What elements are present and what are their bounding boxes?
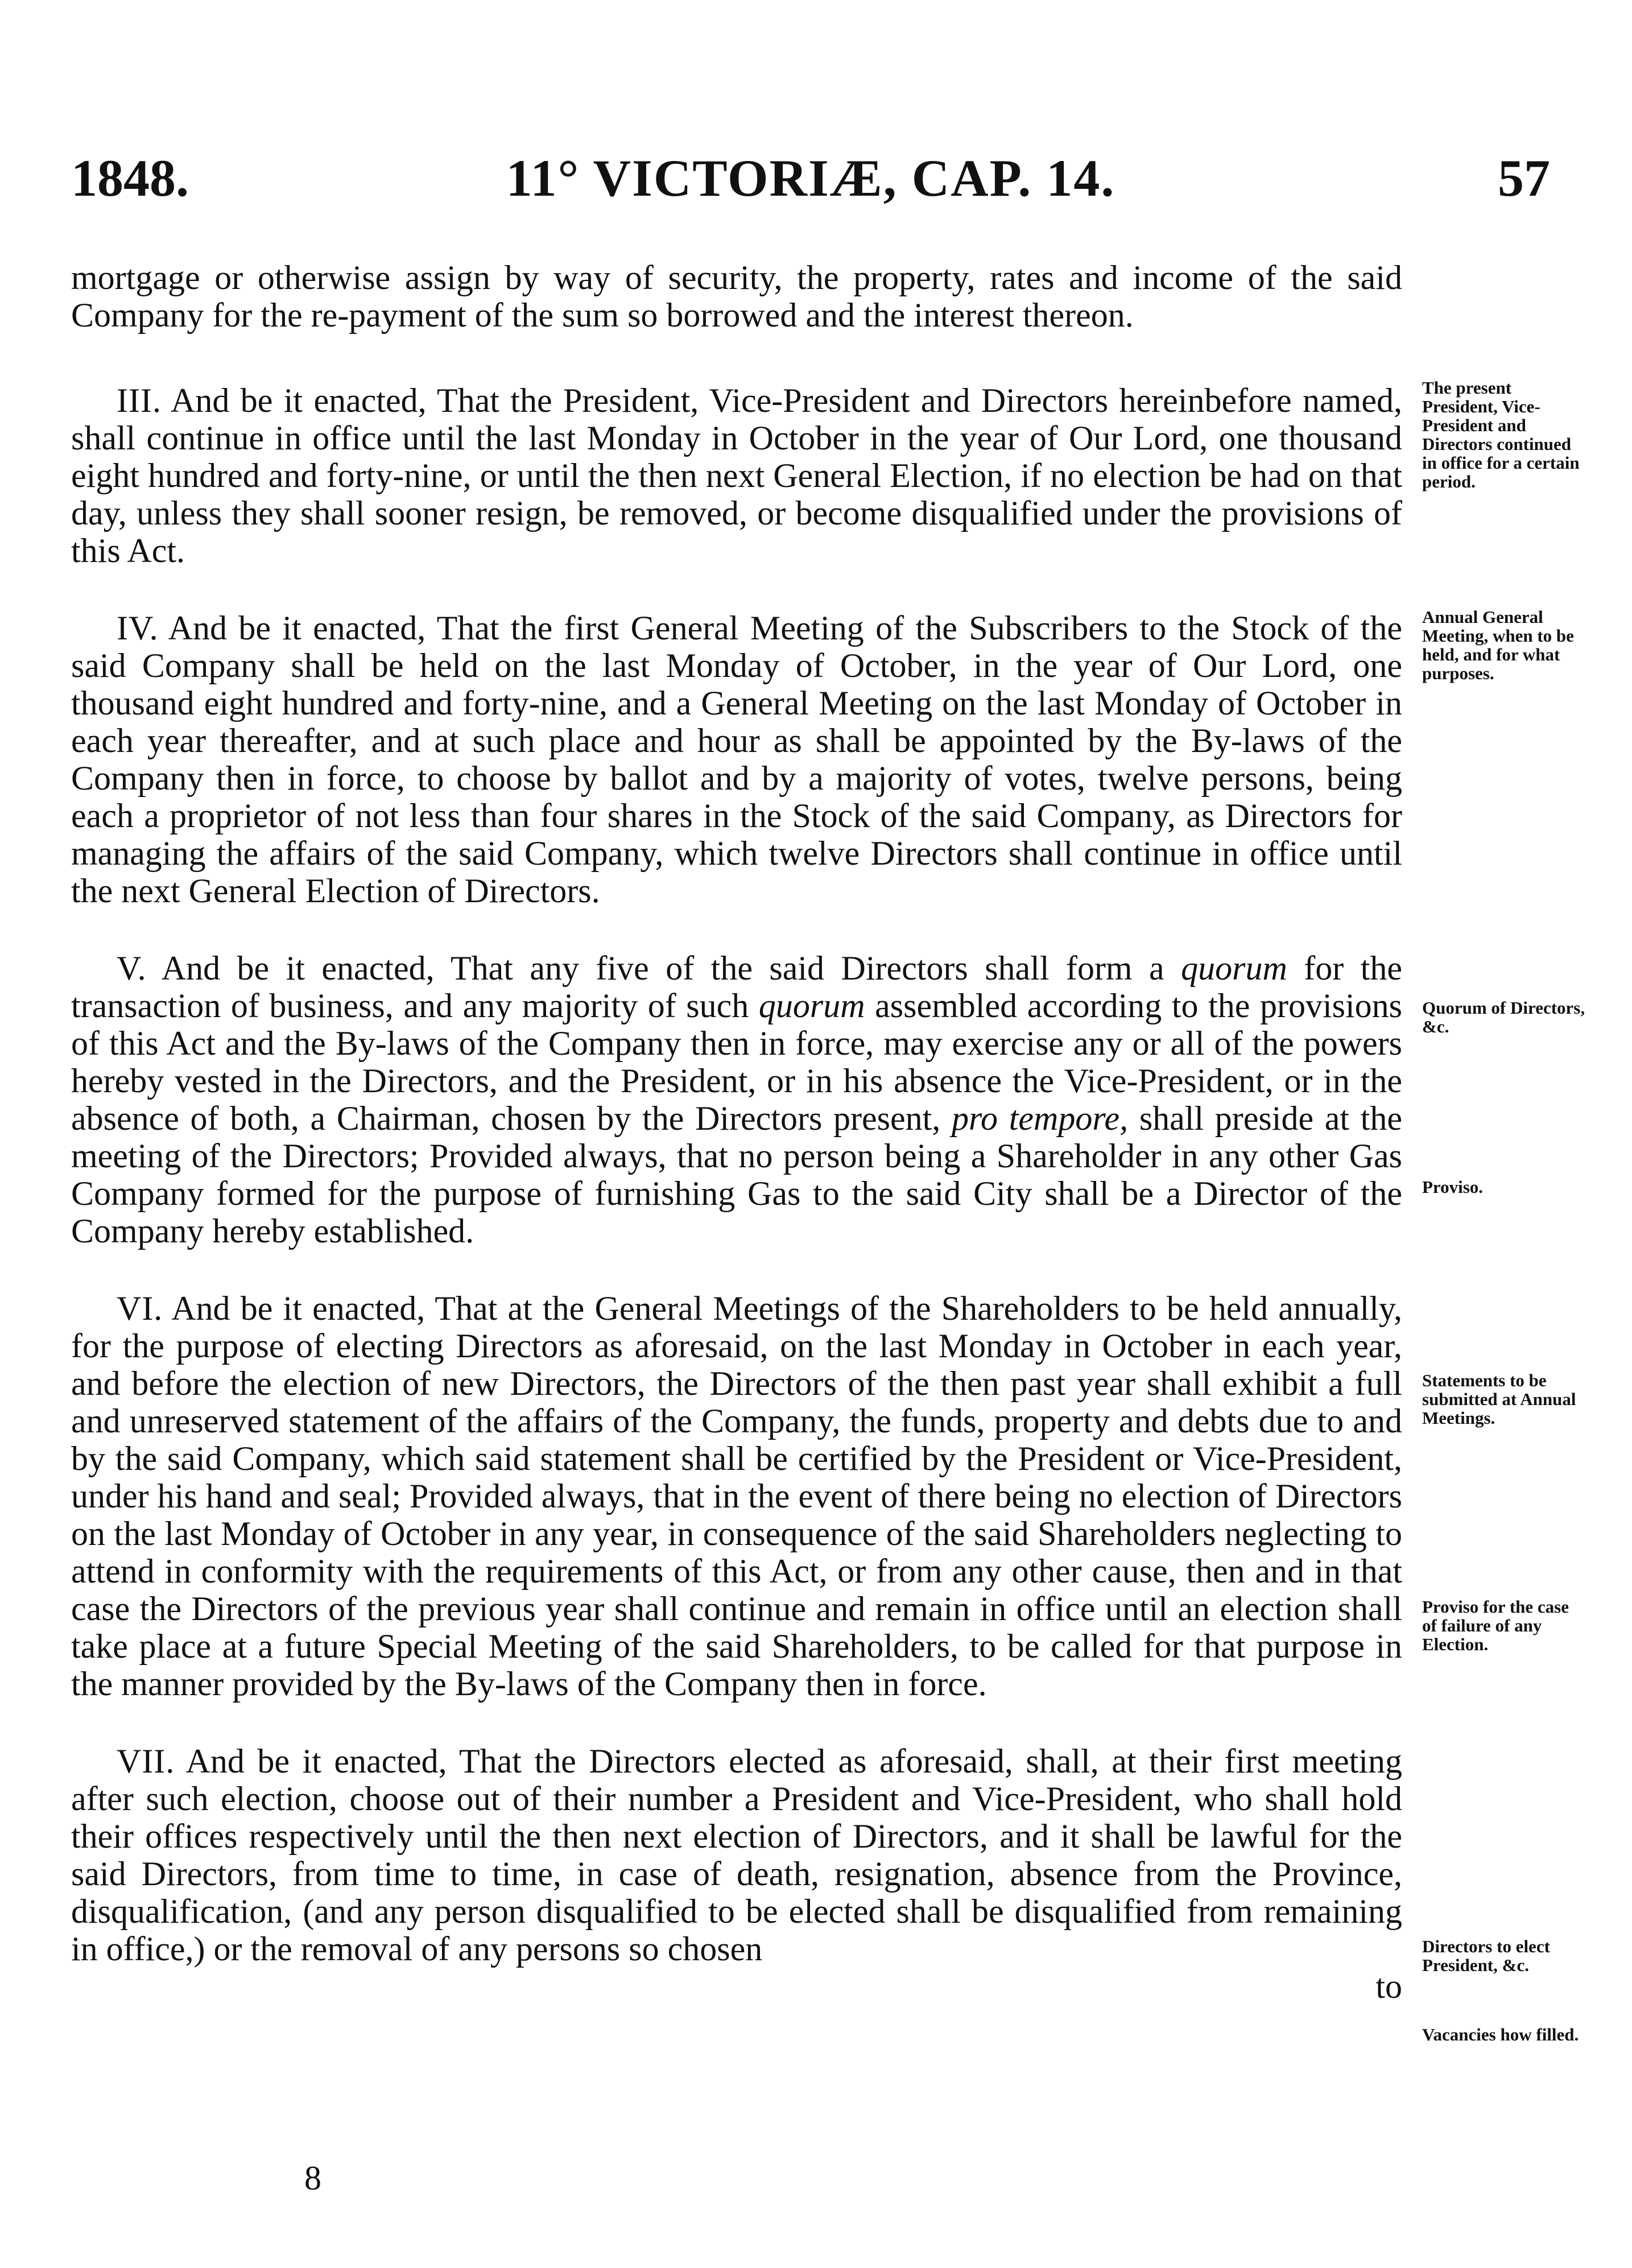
section-text: for the transaction of business, and any majority of such (71, 949, 1402, 1024)
section-text: assembled according to the provisions of this Act and the By-laws of the Company then in force, may exercise any or all of the powers hereby vested in the Directors, and the President, or in his absence the Vice-President, or in the absence of both, a Chairman, chosen by the Directors present, (71, 987, 1403, 1137)
section-vii (71, 1742, 1402, 2005)
signature-mark: 8 (304, 2159, 321, 2197)
margin-note: Vacancies how filled. (1422, 2025, 1579, 2044)
section-number: VI. (117, 1290, 163, 1327)
paragraph-text: mortgage or otherwise assign by way of security, the property, rates and income of the said Company for the re-payment of the sum so borrowed and the interest thereon. (71, 259, 1402, 334)
section-iv (71, 609, 1402, 910)
margin-note: Statements to be submitted at Annual Meetings. (1422, 1370, 1576, 1428)
section-text: And be it enacted, That the Directors elected as aforesaid, shall, at their first meeting after such election, choose out of their number a President and Vice-President, who shall hold their offices respectively until the then next election of Directors, and it shall be lawful for the said Directors, from time to time, in case of death, resignation, absence from the Province, disqualification, (and any person disqualified to be elected shall be disqualified from remaining in office,) or the removal of any persons so chosen (71, 1742, 1402, 1968)
italic-term: quorum (758, 987, 865, 1024)
section-text: And be it enacted, That any five of the said Directors shall form a (161, 949, 1164, 987)
section-text: And be it enacted, That the first General Meeting of the Subscribers to the Stock of the said Company shall be held on the last Monday of October, in the year of Our Lord, one thousand eight hundred and forty-nine, and a General Meeting on the last Monday of October in each year thereafter, and at such place and hour as shall be appointed by the By-laws of the Company then in force, to choose by ballot and by a majority of votes, twelve persons, being each a proprietor of not less than four shares in the Stock of the said Company, as Directors for managing the affairs of the said Company, which twelve Directors shall continue in office until the next General Election of Directors. (71, 609, 1402, 910)
section-vi (71, 1290, 1402, 1703)
section-number: IV. (117, 609, 159, 647)
header-year: 1848. (71, 149, 189, 207)
section-text: And be it enacted, That the President, Vice-President and Directors hereinbefore named, shall continue in office until the last Monday in October in the year of Our Lord, one thousand eight hundred and forty-nine, or until the then next General Election, if no election be had on that day, unless they shall sooner resign, be removed, or become disqualified under the provisions of this Act. (71, 382, 1402, 569)
page-header (71, 141, 1550, 215)
section-iii (71, 382, 1402, 569)
margin-note: Proviso for the case of failure of any Election. (1422, 1597, 1569, 1654)
paragraph-continuation (71, 259, 1402, 334)
catchword: to (1375, 1968, 1402, 2005)
margin-note: The present President, Vice-President and Directors continued in office for a certain period. (1422, 378, 1580, 491)
margin-note: Annual General Meeting, when to be held, and for what purposes. (1422, 607, 1574, 683)
section-number: VII. (117, 1742, 175, 1780)
section-number: III. (117, 382, 162, 419)
italic-term: quorum (1181, 949, 1287, 987)
margin-note: Quorum of Directors, &c. (1422, 998, 1585, 1036)
section-text: And be it enacted, That at the General Meetings of the Shareholders to be held annually, for the purpose of electing Directors as aforesaid, on the last Monday in October in each year, and before the election of new Directors, the Directors of the then past year shall exhibit a full and unreserved statement of the affairs of the Company, the funds, property and debts due to and by the said Company, which said statement shall be certified by the President or Vice-President, under his hand and seal; Provided always, that in the event of there being no election of Directors on the last Monday of October in any year, in consequence of the said Shareholders neglecting to attend in conformity with the requirements of this Act, or from any other cause, then and in that case the Directors of the previous year shall continue and remain in office until an election shall take place at a future Special Meeting of the said Shareholders, to be called for that purpose in the manner provided by the By-laws of the Company then in force. (71, 1290, 1402, 1703)
section-v (71, 949, 1402, 1250)
italic-term: pro tempore, (951, 1100, 1129, 1137)
margin-note: Proviso. (1422, 1177, 1484, 1197)
section-number: V. (117, 949, 147, 987)
page-number: 57 (1498, 149, 1550, 207)
body-text (71, 259, 1402, 2045)
section-text: shall preside at the meeting of the Directors; Provided always, that no person being a Shareholder in any other Gas Company formed for the purpose of furnishing Gas to the said City shall be a Director of the Company hereby established. (71, 1100, 1403, 1250)
header-title: 11° VICTORIÆ, CAP. 14. (506, 149, 1115, 207)
margin-note: Directors to elect President, &c. (1422, 1936, 1550, 1975)
